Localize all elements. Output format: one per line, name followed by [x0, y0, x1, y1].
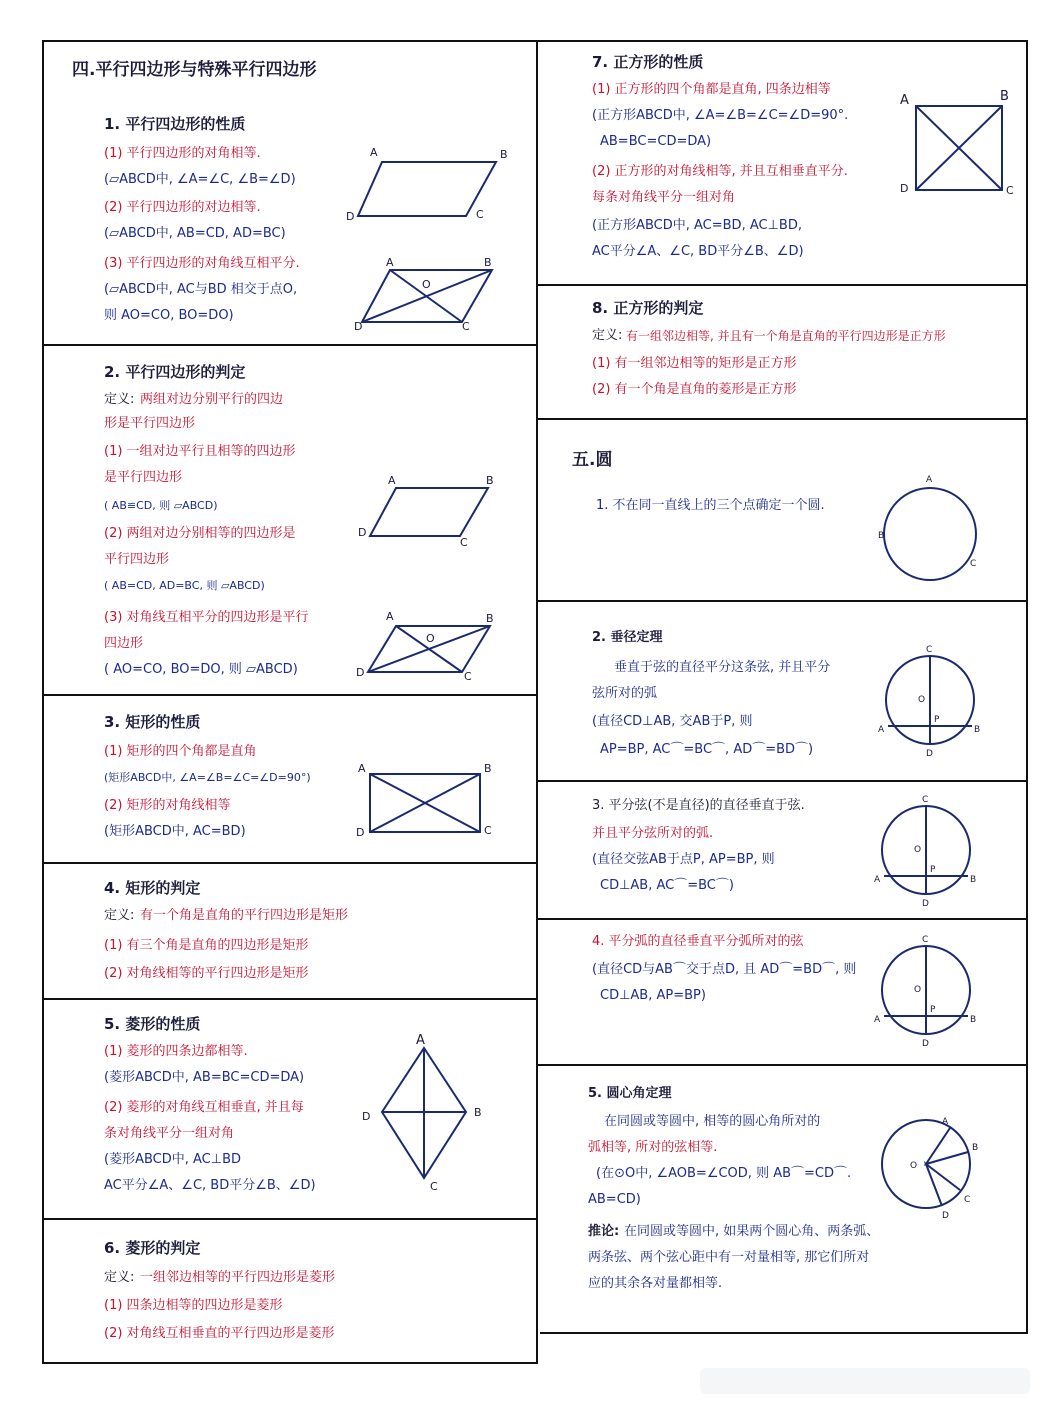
c5-p1: 在同圆或等圆中, 相等的圆心角所对的 [604, 1114, 821, 1129]
s2-p2b: 平行四边形 [104, 552, 170, 567]
s5-p2b: 条对角线平分一组对角 [104, 1126, 235, 1141]
s5-p2c: (菱形ABCD中, AC⊥BD [104, 1152, 242, 1167]
s1-title: 1. 平行四边形的性质 [104, 115, 246, 133]
circle-figure-1 [874, 474, 994, 598]
label-o: O [426, 632, 435, 645]
label-a: A [358, 762, 366, 775]
label-c: C [970, 559, 977, 569]
c5-inf3: 应的其余各对量都相等. [588, 1276, 723, 1291]
label-a: A [900, 93, 909, 108]
c4-title: 4. 平分弧的直径垂直平分弧所对的弦 [592, 934, 804, 949]
label-c: C [926, 645, 933, 655]
parallelogram-figure-3 [352, 606, 512, 686]
label-c: C [922, 795, 929, 805]
s2-p3a: (3) 对角线互相平分的四边形是平行 [104, 610, 309, 625]
c2-title: 2. 垂径定理 [592, 630, 663, 645]
s4-p2: (2) 对角线相等的平行四边形是矩形 [104, 966, 309, 981]
c5-p4: AB=CD) [588, 1192, 641, 1207]
c5-p3: (在⊙O中, ∠AOB=∠COD, 则 AB⌒=CD⌒. [596, 1166, 852, 1181]
s5-title: 5. 菱形的性质 [104, 1015, 201, 1033]
label-c: C [430, 1180, 438, 1193]
label-a: A [416, 1033, 425, 1048]
c3-p3: CD⊥AB, AC⌒=BC⌒) [600, 878, 734, 893]
rectangle-figure [352, 758, 502, 842]
label-b: B [970, 1015, 977, 1025]
s3-p1: (1) 矩形的四个角都是直角 [104, 744, 257, 759]
s6-def: 一组邻边相等的平行四边形是菱形 [140, 1270, 336, 1285]
circle-chapter-title: 五.圆 [572, 450, 613, 470]
s2-p3c: ( AO=CO, BO=DO, 则 ▱ABCD) [104, 662, 298, 677]
s1-p1: (1) 平行四边形的对角相等. [104, 146, 261, 161]
label-b: B [974, 725, 981, 735]
parallelogram-diagonals-figure [350, 254, 510, 334]
s5-p2d: AC平分∠A、∠C, BD平分∠B、∠D) [104, 1178, 316, 1193]
s5-p1: (1) 菱形的四条边都相等. [104, 1044, 248, 1059]
label-b: B [500, 148, 508, 161]
s6-p2: (2) 对角线互相垂直的平行四边形是菱形 [104, 1326, 335, 1341]
c4-p1: (直径CD与AB⌒交于点D, 且 AD⌒=BD⌒, 则 [592, 962, 857, 977]
s6-title: 6. 菱形的判定 [104, 1239, 201, 1257]
s2-title: 2. 平行四边形的判定 [104, 363, 246, 381]
label-p: P [930, 1005, 936, 1015]
label-c: C [484, 824, 492, 837]
s8-def-label: 定义: [592, 328, 623, 343]
c5-p2: 弧相等, 所对的弦相等. [588, 1140, 718, 1155]
label-d: D [356, 826, 365, 839]
label-d: D [942, 1211, 949, 1221]
s5-p1b: (菱形ABCD中, AB=BC=CD=DA) [104, 1070, 305, 1085]
chapter-title: 四.平行四边形与特殊平行四边形 [72, 60, 317, 80]
s2-def-label: 定义: [104, 392, 135, 407]
label-b: B [1000, 89, 1009, 104]
s5-p2a: (2) 菱形的对角线互相垂直, 并且每 [104, 1100, 304, 1115]
label-a: A [926, 475, 933, 485]
s7-p1: (1) 正方形的四个角都是直角, 四条边相等 [592, 82, 831, 97]
s7-title: 7. 正方形的性质 [592, 53, 704, 71]
s1-p3: (3) 平行四边形的对角线互相平分. [104, 256, 300, 271]
bottom-border [540, 1332, 1026, 1334]
s2-p3b: 四边形 [104, 636, 144, 651]
s7-p2a: (2) 正方形的对角线相等, 并且互相垂直平分. [592, 164, 848, 179]
label-d: D [346, 210, 355, 223]
s7-p2c: (正方形ABCD中, AC=BD, AC⊥BD, [592, 218, 802, 233]
circle-figure-3 [870, 794, 990, 912]
label-d: D [922, 1039, 929, 1049]
label-b: B [474, 1106, 482, 1119]
label-c: C [460, 536, 468, 549]
label-a: A [942, 1117, 949, 1127]
c3-title: 3. 平分弦(不是直径)的直径垂直于弦. [592, 798, 805, 813]
c2-p4: AP=BP, AC⌒=BC⌒, AD⌒=BD⌒) [600, 742, 814, 757]
s1-p3b: (▱ABCD中, AC与BD 相交于点O, [104, 282, 298, 297]
label-b: B [972, 1143, 979, 1153]
label-a: A [388, 474, 396, 487]
parallelogram-figure-2 [352, 470, 512, 550]
s2-p1c: ( AB≌CD, 则 ▱ABCD) [104, 499, 218, 512]
s4-def: 有一个角是直角的平行四边形是矩形 [140, 908, 349, 923]
label-p: P [930, 865, 936, 875]
label-o: O [914, 985, 922, 995]
circle-figure-2 [874, 644, 994, 762]
s3-p2: (2) 矩形的对角线相等 [104, 798, 231, 813]
rhombus-figure [356, 1030, 496, 1200]
label-d: D [362, 1110, 371, 1123]
label-d: D [922, 899, 929, 909]
label-b: B [484, 762, 492, 775]
s3-title: 3. 矩形的性质 [104, 713, 201, 731]
s6-p1: (1) 四条边相等的四边形是菱形 [104, 1298, 283, 1313]
s2-p1b: 是平行四边形 [104, 470, 183, 485]
square-figure [894, 86, 1026, 200]
label-a: A [874, 875, 881, 885]
s3-p2b: (矩形ABCD中, AC=BD) [104, 824, 246, 839]
s8-p2: (2) 有一个角是直角的菱形是正方形 [592, 382, 797, 397]
circle-figure-4 [870, 934, 990, 1052]
label-c: C [964, 1195, 971, 1205]
s1-p2b: (▱ABCD中, AB=CD, AD=BC) [104, 226, 286, 241]
c5-inf-label: 推论: [588, 1224, 620, 1239]
label-a: A [370, 146, 378, 159]
label-o: O [422, 278, 431, 291]
s1-p3c: 则 AO=CO, BO=DO) [104, 308, 234, 323]
s8-def: 有一组邻边相等, 并且有一个角是直角的平行四边形是正方形 [626, 329, 946, 343]
label-d: D [358, 526, 367, 539]
c1-text: 1. 不在同一直线上的三个点确定一个圆. [596, 498, 825, 513]
c2-p1: 垂直于弦的直径平分这条弦, 并且平分 [614, 660, 831, 675]
s7-p2d: AC平分∠A、∠C, BD平分∠B、∠D) [592, 244, 804, 259]
s2-p1a: (1) 一组对边平行且相等的四边形 [104, 444, 296, 459]
label-b: B [970, 875, 977, 885]
s7-p1b: (正方形ABCD中, ∠A=∠B=∠C=∠D=90°. [592, 108, 849, 123]
c5-title: 5. 圆心角定理 [588, 1086, 672, 1101]
s7-p1c: AB=BC=CD=DA) [600, 134, 712, 149]
s2-p2a: (2) 两组对边分别相等的四边形是 [104, 526, 296, 541]
label-b: B [878, 531, 885, 541]
s7-p2b: 每条对角线平分一组对角 [592, 190, 736, 205]
s8-title: 8. 正方形的判定 [592, 299, 704, 317]
s4-def-label: 定义: [104, 908, 135, 923]
label-o: O [918, 695, 926, 705]
c3-p1: 并且平分弦所对的弧. [592, 826, 714, 841]
label-c: C [464, 670, 472, 683]
s4-title: 4. 矩形的判定 [104, 879, 201, 897]
s1-p1b: (▱ABCD中, ∠A=∠C, ∠B=∠D) [104, 172, 296, 187]
label-p: P [934, 715, 940, 725]
label-a: A [386, 610, 394, 623]
label-a: A [386, 256, 394, 269]
circle-figure-5 [870, 1110, 990, 1220]
label-o: O [914, 845, 922, 855]
c2-p3: (直径CD⊥AB, 交AB于P, 则 [592, 714, 753, 729]
c4-p2: CD⊥AB, AP=BP) [600, 988, 706, 1003]
c2-p2: 弦所对的弧 [592, 686, 658, 701]
label-d: D [926, 749, 933, 759]
label-a: A [874, 1015, 881, 1025]
s4-p1: (1) 有三个角是直角的四边形是矩形 [104, 938, 309, 953]
s3-p1b: (矩形ABCD中, ∠A=∠B=∠C=∠D=90°) [104, 771, 311, 784]
label-d: D [900, 182, 909, 195]
c5-inf1: 在同圆或等圆中, 如果两个圆心角、两条弧、 [624, 1224, 880, 1239]
label-c: C [1006, 184, 1014, 197]
s2-def1: 两组对边分别平行的四边 [140, 392, 284, 407]
label-c: C [476, 208, 484, 221]
label-b: B [486, 612, 494, 625]
s1-p2: (2) 平行四边形的对边相等. [104, 200, 261, 215]
label-d: D [354, 320, 363, 333]
s2-def2: 形是平行四边形 [104, 416, 196, 431]
s6-def-label: 定义: [104, 1270, 135, 1285]
label-c: C [922, 935, 929, 945]
label-d: D [356, 666, 365, 679]
label-o: O [910, 1161, 918, 1171]
label-a: A [878, 725, 885, 735]
watermark-bar [700, 1368, 1030, 1394]
parallelogram-figure-1 [340, 140, 520, 230]
c5-inf2: 两条弦、两个弦心距中有一对量相等, 那它们所对 [588, 1250, 870, 1265]
s8-p1: (1) 有一组邻边相等的矩形是正方形 [592, 356, 797, 371]
s2-p2c: ( AB=CD, AD=BC, 则 ▱ABCD) [104, 579, 265, 592]
c3-p2: (直径交弦AB于点P, AP=BP, 则 [592, 852, 775, 867]
label-c: C [462, 320, 470, 333]
label-b: B [484, 256, 492, 269]
label-b: B [486, 474, 494, 487]
